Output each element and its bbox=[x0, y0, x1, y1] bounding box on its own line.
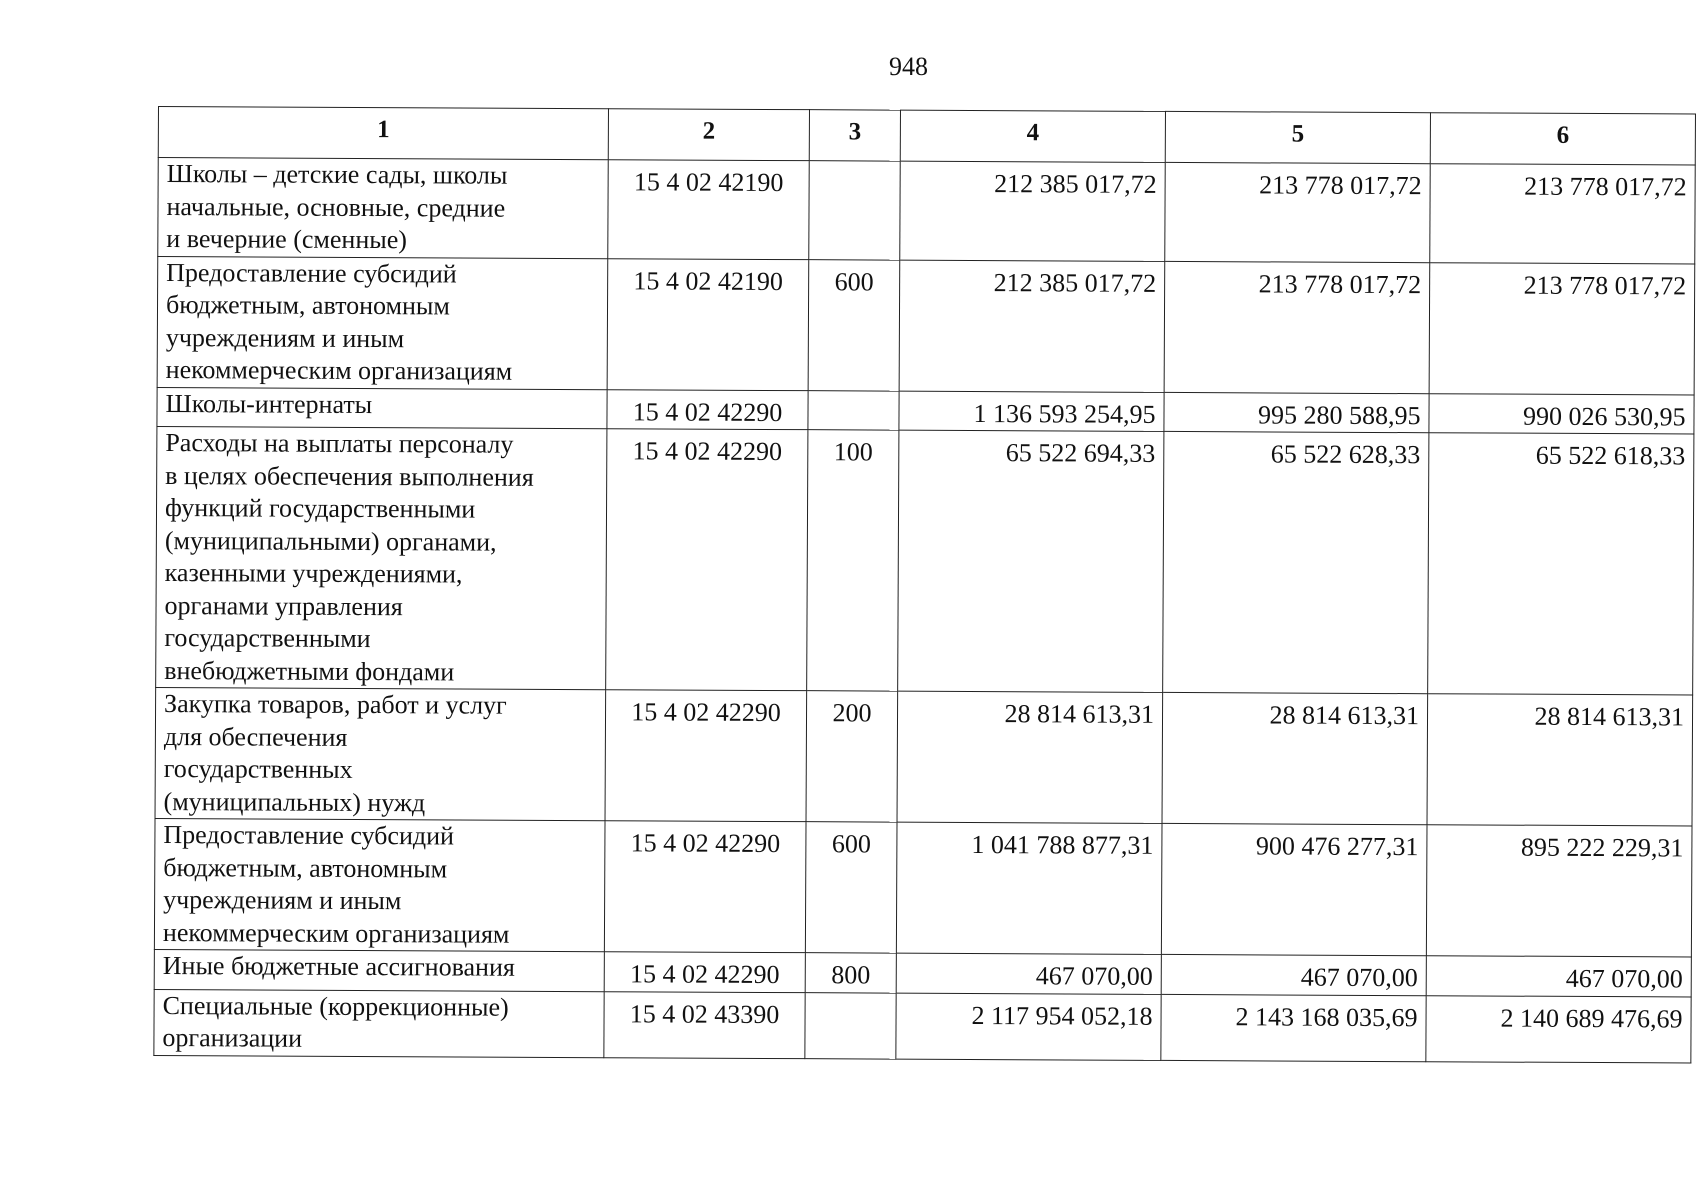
row-name-line: функций государственными bbox=[164, 493, 476, 524]
expense-type-cell bbox=[808, 390, 899, 430]
amount-cell-col4: 212 385 017,72 bbox=[899, 260, 1165, 392]
row-name-line: некоммерческим организациям bbox=[165, 355, 513, 386]
row-name-line: в целях обеспечения выполнения bbox=[165, 460, 534, 492]
row-name-line: (муниципальных) нужд bbox=[163, 786, 426, 817]
row-name-line: Школы-интернаты bbox=[165, 388, 373, 419]
row-name-line: начальные, основные, средние bbox=[166, 191, 506, 223]
expense-type-cell: 600 bbox=[805, 822, 897, 953]
row-name-cell bbox=[156, 426, 607, 689]
row-name-line: внебюджетными фондами bbox=[164, 655, 455, 686]
row-name-line: казенными учреждениями, bbox=[164, 558, 463, 589]
table-row bbox=[155, 687, 1693, 826]
row-name-cell bbox=[154, 818, 605, 951]
row-name-line: для обеспечения bbox=[163, 721, 348, 752]
amount-cell-col6: 28 814 613,31 bbox=[1427, 694, 1693, 826]
expense-type-cell bbox=[809, 161, 900, 260]
row-name-cell bbox=[158, 158, 608, 259]
table-row bbox=[154, 818, 1692, 957]
page-number: 948 bbox=[889, 52, 928, 81]
amount-cell-col4: 28 814 613,31 bbox=[897, 691, 1163, 823]
amount-cell-col4: 1 136 593 254,95 bbox=[899, 391, 1164, 432]
table-header-row bbox=[158, 107, 1695, 166]
column-header-6: 6 bbox=[1430, 113, 1695, 165]
table-body bbox=[154, 158, 1695, 1063]
code-cell: 15 4 02 42290 bbox=[607, 389, 808, 429]
table-row bbox=[154, 989, 1691, 1063]
row-name-cell bbox=[155, 687, 606, 820]
amount-cell-col6: 895 222 229,31 bbox=[1426, 825, 1692, 957]
column-header-3: 3 bbox=[809, 110, 900, 161]
row-name-line: некоммерческим организациям bbox=[162, 917, 510, 949]
row-name-line: Специальные (коррекционные) bbox=[162, 990, 509, 1022]
table-row bbox=[157, 256, 1695, 395]
amount-cell-col6: 213 778 017,72 bbox=[1430, 164, 1695, 264]
budget-table bbox=[153, 106, 1696, 1063]
code-cell: 15 4 02 42190 bbox=[607, 258, 809, 390]
row-name-line: организации bbox=[162, 1023, 303, 1053]
amount-cell-col5: 467 070,00 bbox=[1161, 954, 1426, 995]
amount-cell-col5: 28 814 613,31 bbox=[1162, 692, 1428, 824]
amount-cell-col4: 65 522 694,33 bbox=[898, 430, 1164, 692]
row-name-line: Предоставление субсидий bbox=[163, 820, 455, 851]
amount-cell-col6: 65 522 618,33 bbox=[1428, 433, 1694, 695]
row-name-line: учреждениям и иным bbox=[163, 885, 402, 916]
column-header-5: 5 bbox=[1165, 111, 1430, 163]
row-name-cell bbox=[154, 949, 604, 991]
expense-type-cell bbox=[805, 992, 896, 1058]
amount-cell-col5: 900 476 277,31 bbox=[1161, 823, 1427, 955]
code-cell: 15 4 02 42290 bbox=[606, 429, 808, 691]
row-name-line: и вечерние (сменные) bbox=[166, 224, 408, 255]
expense-type-cell: 800 bbox=[805, 953, 896, 993]
row-name-line: Расходы на выплаты персоналу bbox=[165, 428, 514, 459]
amount-cell-col5: 65 522 628,33 bbox=[1163, 431, 1429, 693]
row-name-line: государственными bbox=[164, 623, 371, 654]
amount-cell-col6: 467 070,00 bbox=[1426, 956, 1691, 997]
table-row bbox=[158, 158, 1695, 264]
row-name-line: органами управления bbox=[164, 590, 403, 621]
amount-cell-col4: 2 117 954 052,18 bbox=[896, 993, 1161, 1060]
amount-cell-col5: 995 280 588,95 bbox=[1164, 392, 1429, 433]
row-name-line: Предоставление субсидий bbox=[166, 257, 457, 288]
row-name-line: Иные бюджетные ассигнования bbox=[162, 951, 515, 982]
code-cell: 15 4 02 42290 bbox=[604, 821, 806, 953]
amount-cell-col5: 2 143 168 035,69 bbox=[1161, 994, 1426, 1061]
table-row bbox=[156, 426, 1694, 695]
code-cell: 15 4 02 42290 bbox=[604, 952, 805, 992]
code-cell: 15 4 02 43390 bbox=[604, 991, 805, 1058]
row-name-line: бюджетным, автономным bbox=[165, 290, 450, 321]
column-header-1: 1 bbox=[158, 107, 608, 160]
amount-cell-col5: 213 778 017,72 bbox=[1165, 162, 1430, 262]
row-name-line: государственных bbox=[163, 754, 353, 784]
amount-cell-col4: 1 041 788 877,31 bbox=[896, 822, 1162, 954]
amount-cell-col6: 990 026 530,95 bbox=[1429, 393, 1694, 434]
expense-type-cell: 600 bbox=[808, 259, 900, 390]
row-name-line: (муниципальными) органами, bbox=[164, 525, 497, 557]
code-cell: 15 4 02 42290 bbox=[605, 690, 807, 822]
amount-cell-col4: 212 385 017,72 bbox=[900, 161, 1165, 261]
row-name-line: учреждениям и иным bbox=[165, 322, 405, 353]
amount-cell-col6: 2 140 689 476,69 bbox=[1426, 995, 1691, 1062]
amount-cell-col4: 467 070,00 bbox=[896, 953, 1161, 994]
expense-type-cell: 200 bbox=[806, 691, 898, 822]
row-name-line: бюджетным, автономным bbox=[163, 852, 448, 883]
row-name-line: Закупка товаров, работ и услуг bbox=[164, 689, 507, 720]
amount-cell-col5: 213 778 017,72 bbox=[1164, 261, 1430, 393]
row-name-line: Школы – детские сады, школы bbox=[166, 159, 508, 190]
amount-cell-col6: 213 778 017,72 bbox=[1429, 262, 1695, 394]
column-header-4: 4 bbox=[900, 110, 1165, 162]
row-name-cell bbox=[154, 989, 604, 1057]
column-header-2: 2 bbox=[608, 109, 809, 161]
expense-type-cell: 100 bbox=[807, 430, 899, 691]
code-cell: 15 4 02 42190 bbox=[608, 160, 809, 259]
row-name-cell bbox=[157, 256, 608, 389]
row-name-cell bbox=[157, 387, 607, 429]
